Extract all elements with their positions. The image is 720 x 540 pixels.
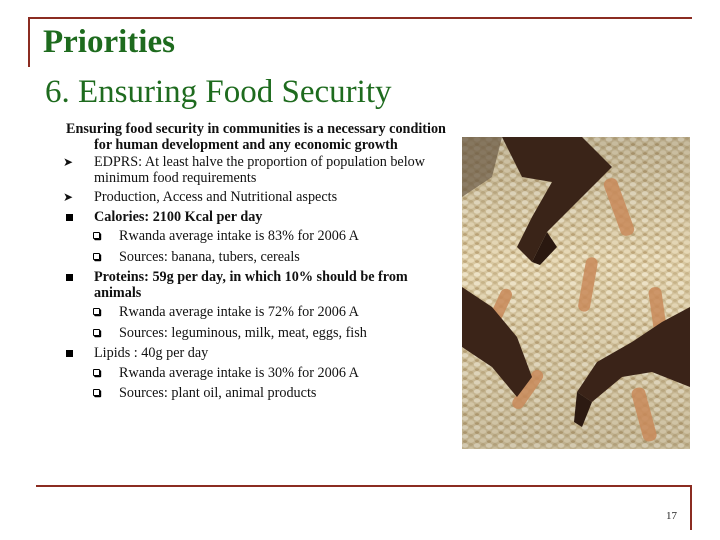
arrow-bullet-icon: ➤: [63, 190, 74, 204]
maize-kernels-hands-photo-icon: [462, 137, 690, 449]
hollow-square-bullet-icon: [93, 308, 100, 315]
hollow-square-bullet-icon: [93, 329, 100, 336]
subbullet-calories-intake: [66, 229, 446, 245]
subbullet-text: Rwanda average intake is 83% for 2006 A: [119, 228, 359, 244]
subbullet-proteins-intake: [66, 305, 446, 321]
hollow-square-bullet-icon: [93, 369, 100, 376]
bullet-text: EDPRS: At least halve the proportion of population below minimum food requirements: [94, 154, 426, 186]
bullet-proteins: [66, 270, 446, 301]
slide-title: Priorities: [43, 24, 175, 60]
top-border-line: [28, 17, 692, 19]
bullet-calories: [66, 210, 446, 226]
bullet-edprs: [63, 154, 446, 186]
subbullet-text: Rwanda average intake is 30% for 2006 A: [119, 364, 359, 381]
subbullet-calories-sources: [66, 250, 446, 266]
subbullet-text: Sources: banana, tubers, cereals: [119, 248, 300, 265]
subbullet-text: Sources: plant oil, animal products: [119, 385, 317, 401]
subbullet-proteins-sources: [66, 326, 446, 342]
subbullet-text: Rwanda average intake is 72% for 2006 A: [119, 304, 359, 320]
hollow-square-bullet-icon: [93, 232, 100, 239]
square-bullet-icon: [66, 350, 73, 357]
bullet-text: Production, Access and Nutritional aspects: [94, 189, 338, 205]
page-number: 17: [666, 510, 677, 522]
slide-body: [63, 121, 446, 407]
square-bullet-icon: [66, 274, 73, 281]
subbullet-lipids-intake: [66, 366, 446, 382]
arrow-bullet-icon: ➤: [63, 155, 74, 169]
left-border-line: [28, 17, 30, 67]
intro-text: Ensuring food security in communities is a necessary condition for human development and any economic growth: [66, 121, 446, 153]
bullet-lipids: [66, 346, 446, 362]
hollow-square-bullet-icon: [93, 253, 100, 260]
subbullet-lipids-sources: [66, 386, 446, 402]
hollow-square-bullet-icon: [93, 389, 100, 396]
bullet-text: Lipids : 40g per day: [94, 345, 209, 361]
bullet-text: Calories: 2100 Kcal per day: [94, 208, 263, 225]
bullet-production: [63, 189, 446, 206]
right-border-line: [690, 485, 692, 530]
slide-subtitle: 6. Ensuring Food Security: [45, 74, 392, 110]
square-bullet-icon: [66, 214, 73, 221]
bottom-border-line: [36, 485, 692, 487]
bullet-text: Proteins: 59g per day, in which 10% should be from animals: [94, 269, 408, 301]
maize-photo: [462, 137, 690, 449]
subbullet-text: Sources: leguminous, milk, meat, eggs, fish: [119, 324, 367, 341]
